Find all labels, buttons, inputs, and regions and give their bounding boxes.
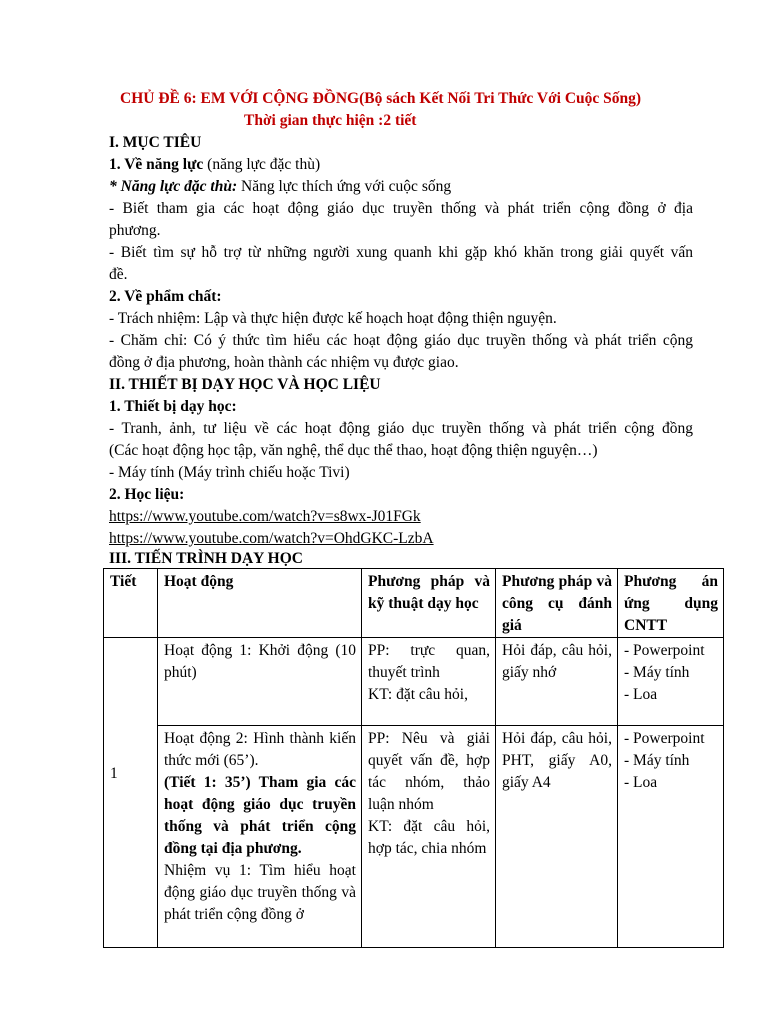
header-period: Tiết [104, 569, 158, 638]
method-2-kt: KT: đặt câu hỏi, hợp tác, chia nhóm [368, 818, 490, 857]
header-activity: Hoạt động [158, 569, 362, 638]
cell-period: 1 [104, 638, 158, 948]
cell-it-1 [618, 638, 724, 726]
method-1-kt: KT: đặt câu hỏi, [368, 686, 468, 703]
subheading-competence-bold: 1. Về năng lực [109, 156, 204, 173]
table-row [104, 638, 724, 726]
cell-activity-2 [158, 726, 362, 948]
header-it: Phương án ứng dụng CNTT [618, 569, 724, 638]
cell-method-2 [362, 726, 496, 948]
subheading-devices: 1. Thiết bị dạy học: [109, 398, 237, 415]
section-heading-objectives: I. MỤC TIÊU [109, 134, 202, 151]
objective-bullet-2-line1: - Biết tìm sự hỗ trợ từ những người xung quanh khi gặp khó khăn trong giải quyết vấn [109, 244, 693, 261]
youtube-link-2[interactable]: https://www.youtube.com/watch?v=OhdGKC-LzbA [109, 530, 434, 547]
subheading-competence [109, 154, 693, 176]
subheading-competence-rest: (năng lực đặc thù) [203, 156, 321, 173]
quality-responsibility: - Trách nhiệm: Lập và thực hiện được kế hoạch hoạt động thiện nguyện. [109, 310, 557, 327]
equipment-item-1-line1: - Tranh, ảnh, tư liệu về các hoạt động giáo dục truyền thống và phát triển cộng đồng [109, 420, 693, 437]
cell-method-1 [362, 638, 496, 726]
it-item: - Powerpoint [624, 730, 705, 747]
cell-assessment-1: Hỏi đáp, câu hỏi, giấy nhớ [496, 638, 618, 726]
header-assessment: Phương pháp và công cụ đánh giá [496, 569, 618, 638]
lesson-plan-table [103, 568, 724, 948]
it-item: - Máy tính [624, 664, 690, 681]
section-heading-procedure: III. TIẾN TRÌNH DẠY HỌC [109, 550, 303, 567]
objective-bullet-1-line2: phương. [109, 222, 161, 239]
quality-diligence-line1: - Chăm chỉ: Có ý thức tìm hiểu các hoạt động giáo dục truyền thống và phát triển cộng [109, 332, 693, 349]
it-item: - Loa [624, 686, 658, 703]
activity-2-intro: Hoạt động 2: Hình thành kiến thức mới (65’). [164, 730, 356, 769]
header-method: Phương pháp và kỹ thuật dạy học [362, 569, 496, 638]
it-item: - Powerpoint [624, 642, 705, 659]
subheading-materials: 2. Học liệu: [109, 486, 185, 503]
cell-assessment-2: Hỏi đáp, câu hỏi, PHT, giấy A0, giấy A4 [496, 726, 618, 948]
it-item: - Loa [624, 774, 658, 791]
equipment-item-1-line2: (Các hoạt động học tập, văn nghệ, thể dục thể thao, hoạt động thiện nguyện…) [109, 442, 598, 459]
subheading-qualities: 2. Về phẩm chất: [109, 288, 222, 305]
special-competence [109, 176, 693, 198]
cell-activity-1: Hoạt động 1: Khởi động (10 phút) [158, 638, 362, 726]
it-item: - Máy tính [624, 752, 690, 769]
section-heading-equipment: II. THIẾT BỊ DẠY HỌC VÀ HỌC LIỆU [109, 376, 381, 393]
equipment-item-2: - Máy tính (Máy trình chiếu hoặc Tivi) [109, 464, 350, 481]
document-subtitle: Thời gian thực hiện :2 tiết [244, 112, 417, 129]
special-competence-text: Năng lực thích ứng với cuộc sống [237, 178, 452, 195]
special-competence-label: * Năng lực đặc thù: [109, 178, 238, 195]
quality-diligence-line2: đồng ở địa phương, hoàn thành các nhiệm vụ được giao. [109, 354, 459, 371]
method-2-pp: PP: Nêu và giải quyết vấn đề, hợp tác nhóm, thảo luận nhóm [368, 730, 490, 813]
activity-2-bold: (Tiết 1: 35’) Tham gia các hoạt động giáo dục truyền thống và phát triển cộng đồng tại địa phương. [164, 774, 356, 857]
document-title: CHỦ ĐỀ 6: EM VỚI CỘNG ĐỒNG(Bộ sách Kết Nối Tri Thức Với Cuộc Sống) [120, 90, 642, 107]
cell-it-2 [618, 726, 724, 948]
objective-bullet-1-line1: - Biết tham gia các hoạt động giáo dục truyền thống và phát triển cộng đồng ở địa [109, 200, 693, 217]
objective-bullet-2-line2: đề. [109, 266, 128, 283]
youtube-link-1[interactable]: https://www.youtube.com/watch?v=s8wx-J01FGk [109, 508, 421, 525]
method-1-pp: PP: trực quan, thuyết trình [368, 642, 490, 681]
table-header-row [104, 569, 724, 638]
activity-2-task: Nhiệm vụ 1: Tìm hiểu hoạt động giáo dục truyền thống và phát triển cộng đồng ở [164, 862, 356, 923]
table-row [104, 726, 724, 948]
